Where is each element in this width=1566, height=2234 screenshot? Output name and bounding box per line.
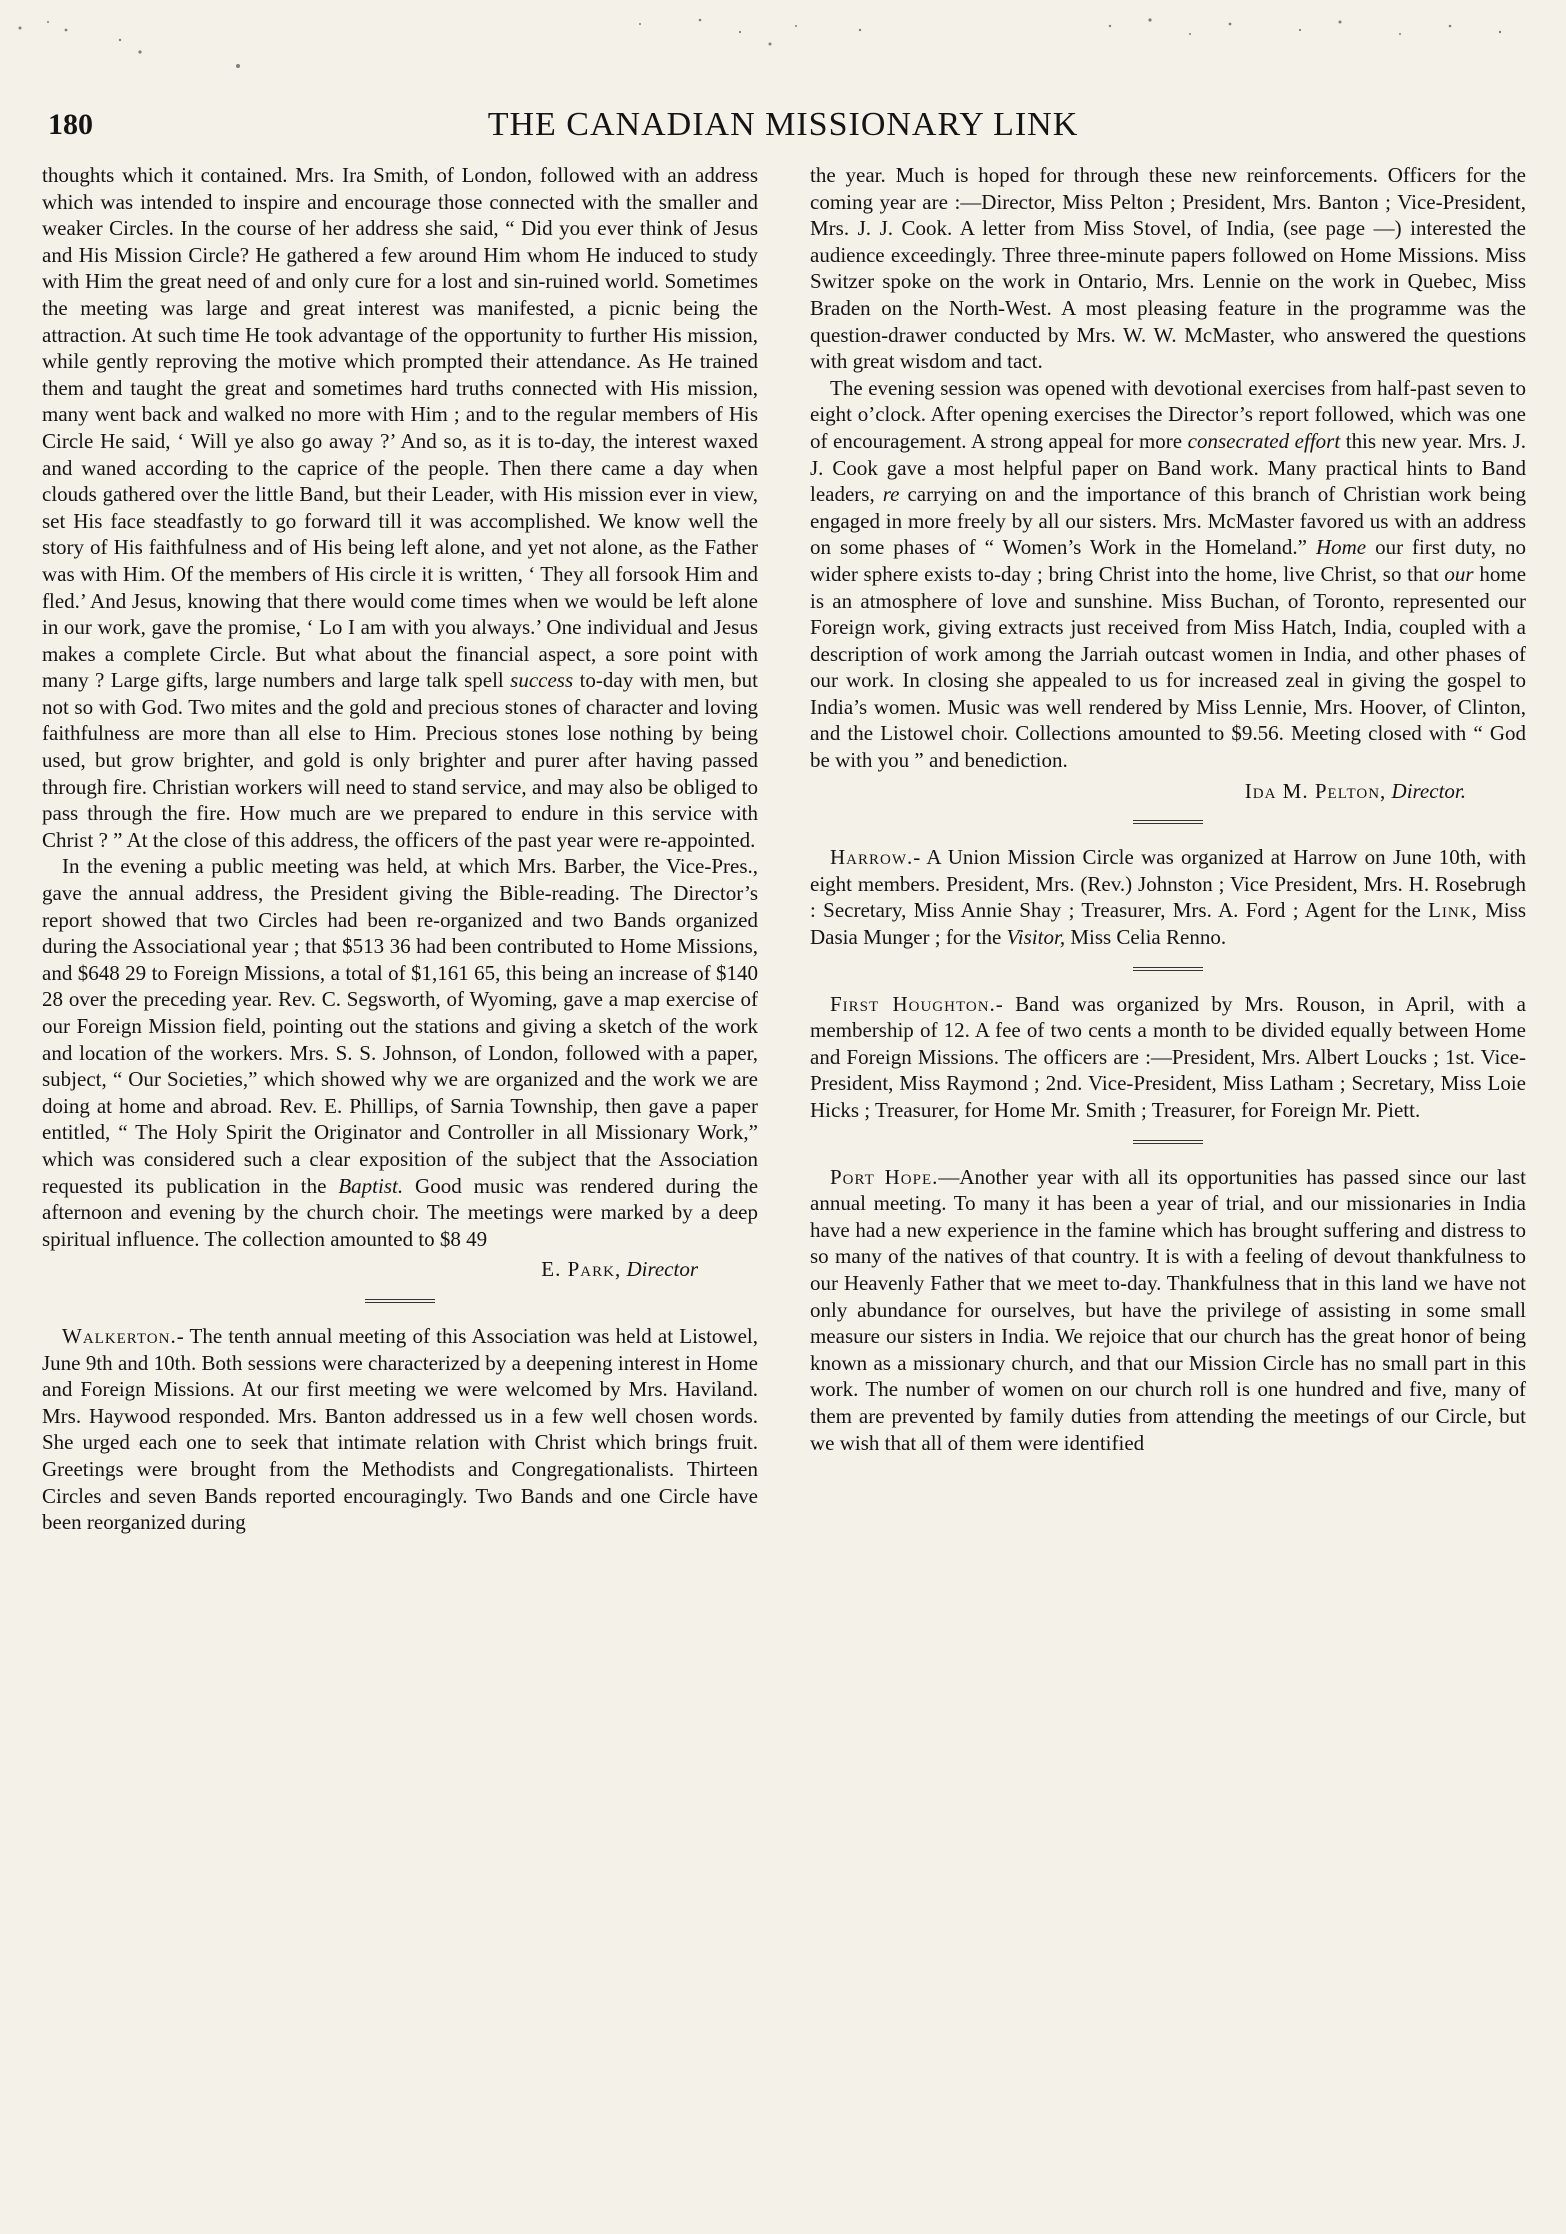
page-title: THE CANADIAN MISSIONARY LINK [487,106,1079,143]
article-paragraph: the year. Much is hoped for through these new reinforcements. Officers for the coming year are :—Director, Miss Pelton ; President, Mrs. Banton ; Vice-President, Mrs. J. J. Cook. A letter from Miss Stovel, of India, (see page —) interested the audience exceedingly. Three three-minute papers followed on Home Missions. Miss Switzer spoke on the work in Ontario, Mrs. Lennie on the work in Quebec, Miss Braden on the North-West. A most pleasing feature in the programme was the question-drawer conducted by Mrs. W. W. McMaster, who answered the questions with great wisdom and tact. [810,163,1526,374]
signature-pelton: Ida M. Pelton, Director. [1244,778,1466,803]
left-column [42,162,758,1536]
section-divider [1133,1140,1203,1144]
article-paragraph: Walkerton.- The tenth annual meeting of this Association was held at Listowel, June 9th and 10th. Both sessions were characterized by a deepening interest in Home and Foreign Missions. At our first meeting we were welcomed by Mrs. Haviland. Mrs. Haywood responded. Mrs. Banton addressed us in a few well chosen words. She urged each one to seek that intimate relation with Christ which brings fruit. Greetings were brought from the Methodists and Congregationalists. Thirteen Circles and seven Bands reported encouragingly. Two Bands and one Circle have been reorganized during [42,1323,758,1535]
page-header [40,104,1526,150]
article-paragraph: Port Hope.—Another year with all its opportunities has passed since our last annual meeting. To many it has been a year of trial, and our missionaries in India have had a new experience in the famine which has brought suffering and distress to so many of the natives of that country. It is with a feeling of devout thankfulness to our Heavenly Father that we meet to-day. Thankfulness that in this land we have not only abundance for ourselves, but have the privilege of assisting in some small measure our sisters in India. We rejoice that our church has the great honor of being known as a missionary church, and that our Mission Circle has no small part in this work. The number of women on our church roll is one hundred and five, many of them are prevented by family duties from attending the meetings of our Circle, but we wish that all of them were identified [810,1164,1526,1455]
article-paragraph: In the evening a public meeting was held, at which Mrs. Barber, the Vice-Pres., gave the annual address, the President giving the Bible-reading. The Director’s report showed that two Circles had been re-organized and two Bands organized during the Associational year ; that $513 36 had been contributed to Home Missions, and $648 29 to Foreign Missions, a total of $1,161 65, this being an increase of $140 28 over the preceding year. Rev. C. Segsworth, of Wyoming, gave a map exercise of our Foreign Mission field, pointing out the stations and giving a sketch of the work and location of the workers. Mrs. S. S. Johnson, of London, followed with a paper, subject, “ Our Societies,” which showed why we are organized and the work we are doing at home and abroad. Rev. E. Phillips, of Sarnia Township, then gave a paper entitled, “ The Holy Spirit the Originator and Controller in all Missionary Work,” which was considered such a clear exposition of the subject that the Association requested its publication in the Baptist. Good music was rendered during the afternoon and evening by the church choir. The meetings were marked by a deep spiritual influence. The collection amounted to $8 49 [42,854,759,1251]
right-column [810,162,1526,1456]
page-number: 180 [48,108,93,141]
section-divider [1133,820,1203,824]
article-paragraph: thoughts which it contained. Mrs. Ira Smith, of London, followed with an address which was intended to inspire and encourage those connected with the smaller and weaker Circles. In the course of her address she said, “ Did you ever think of Jesus and His Mission Circle? He gathered a few around Him whom He induced to study with Him the great need of and only cure for a lost and sin-ruined world. Sometimes the meeting was large and great interest was manifested, a picnic being the attraction. At such time He took advantage of the opportunity to further His mission, while gently reproving the motive which prompted their attendance. As He trained them and taught the great and sometimes hard truths connected with His mission, many went back and walked no more with Him ; and to the regular members of His Circle He said, ‘ Will ye also go away ?’ And so, as it is to-day, the interest waxed and waned according to the caprice of the people. Then there came a day when clouds gathered over the little Band, but their Leader, with His mission ever in view, set His face steadfastly to go forward till it was accomplished. We know well the story of His faithfulness and of His being left alone, and yet not alone, as the Father was with Him. Of the members of His circle it is written, ‘ They all forsook Him and fled.’ And Jesus, knowing that there would come times when we would be left alone in our work, gave the promise, ‘ Lo I am with you always.’ One individual and Jesus makes a complete Circle. But what about the financial aspect, a sore point with many ? Large gifts, large numbers and large talk spell success to-day with men, but not so with God. Two mites and the gold and precious stones of character and loving faithfulness are more than all else to Him. Precious stones lose nothing by being used, but grow brighter, and gold is only brighter and purer after having passed through fire. Christian workers will need to stand service, and may also be obliged to pass through the fire. How much are we prepared to endure in this service with Christ ? ” At the close of this address, the officers of the past year were re-appointed. [42,163,758,852]
section-divider [1133,967,1203,971]
signature-park: E. Park, Director [541,1257,698,1282]
scan-noise [0,0,1566,70]
article-paragraph: The evening session was opened with devotional exercises from half-past seven to eight o’clock. After opening exercises the Director’s report followed, which was one of encouragement. A strong appeal for more consecrated effort this new year. Mrs. J. J. Cook gave a most helpful paper on Band work. Many practical hints to Band leaders, re carrying on and the importance of this branch of Christian work being engaged in more freely by all our sisters. Mrs. McMaster favored us with an address on some phases of “ Women’s Work in the Homeland.” Home our first duty, no wider sphere exists to-day ; bring Christ into the home, live Christ, so that our home is an atmosphere of love and sunshine. Miss Buchan, of Toronto, represented our Foreign work, giving extracts just received from Miss Hatch, India, coupled with a description of work among the Jarriah outcast women in India, and other phases of our work. In closing she appealed to us for increased zeal in giving the gospel to India’s women. Music was well rendered by Miss Lennie, Mrs. Hoover, of Clinton, and the Listowel choir. Collections amounted to $9.56. Meeting closed with “ God be with you ” and benediction. [810,375,1527,773]
article-paragraph: First Houghton.- Band was organized by Mrs. Rouson, in April, with a membership of 12. A fee of two cents a month to be divided equally between Home and Foreign Missions. The officers are :—President, Mrs. Albert Loucks ; 1st. Vice-President, Miss Raymond ; 2nd. Vice-President, Miss Latham ; Secretary, Miss Loie Hicks ; Treasurer, for Home Mr. Smith ; Treasurer, for Foreign Mr. Piett. [810,991,1526,1122]
section-divider [365,1299,435,1303]
article-paragraph: Harrow.- A Union Mission Circle was organized at Harrow on June 10th, with eight members. President, Mrs. (Rev.) Johnston ; Vice President, Mrs. H. Rosebrugh : Secretary, Miss Annie Shay ; Treasurer, Mrs. A. Ford ; Agent for the Link, Miss Dasia Munger ; for the Visitor, Miss Celia Renno. [810,845,1526,950]
